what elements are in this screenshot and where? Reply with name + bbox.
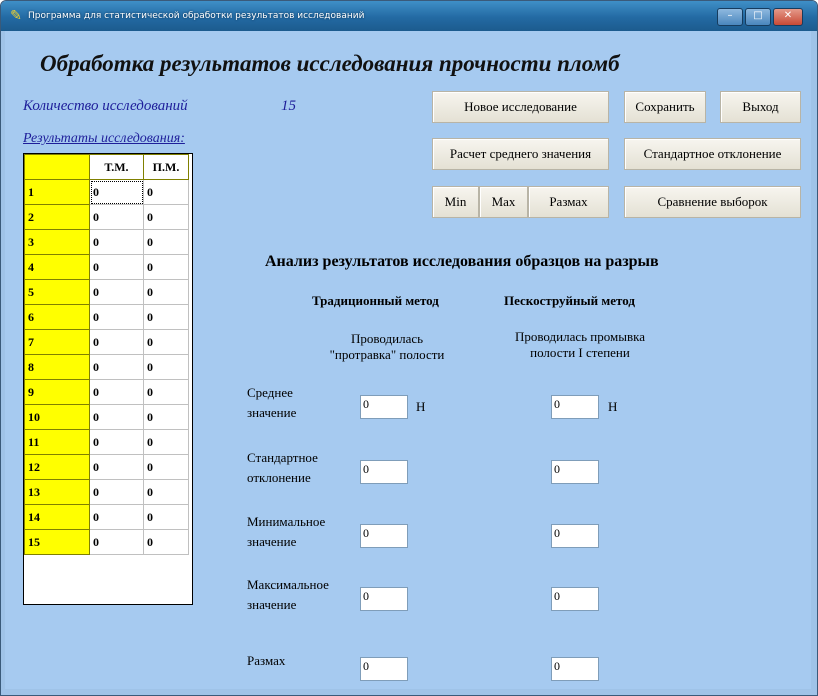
max-button[interactable]: Max bbox=[479, 186, 528, 218]
method1-value-field[interactable]: 0 bbox=[360, 395, 408, 419]
method2-note bbox=[495, 329, 665, 361]
stat-label-line2: значение bbox=[247, 534, 297, 549]
table-row bbox=[25, 480, 189, 505]
pm-cell[interactable]: 0 bbox=[144, 230, 189, 255]
exit-button[interactable]: Выход bbox=[720, 91, 801, 123]
method1-note bbox=[302, 331, 472, 363]
stddev-button[interactable]: Стандартное отклонение bbox=[624, 138, 801, 170]
row-header-cell[interactable]: 7 bbox=[25, 330, 90, 355]
tm-cell[interactable]: 0 bbox=[90, 380, 144, 405]
pm-cell[interactable]: 0 bbox=[144, 380, 189, 405]
stat-label-line1: Максимальное bbox=[247, 577, 329, 592]
table-row bbox=[25, 230, 189, 255]
tm-cell[interactable]: 0 bbox=[90, 205, 144, 230]
results-table bbox=[24, 154, 189, 555]
pm-cell[interactable]: 0 bbox=[144, 455, 189, 480]
stat-label bbox=[247, 383, 296, 423]
compare-button[interactable]: Сравнение выборок bbox=[624, 186, 801, 218]
method2-value-field[interactable]: 0 bbox=[551, 587, 599, 611]
method2-note-line2: полости I степени bbox=[530, 345, 630, 360]
corner-cell bbox=[25, 155, 90, 180]
tm-cell[interactable]: 0 bbox=[90, 405, 144, 430]
maximize-button[interactable]: □ bbox=[745, 8, 771, 26]
table-row bbox=[25, 505, 189, 530]
method2-unit: Н bbox=[608, 399, 618, 414]
stat-label-line1: Среднее bbox=[247, 385, 293, 400]
row-header-cell[interactable]: 6 bbox=[25, 305, 90, 330]
table-row bbox=[25, 255, 189, 280]
table-row bbox=[25, 405, 189, 430]
results-label: Результаты исследования: bbox=[23, 131, 185, 146]
row-header-cell[interactable]: 11 bbox=[25, 430, 90, 455]
table-header-row bbox=[25, 155, 189, 180]
close-button[interactable]: ✕ bbox=[773, 8, 803, 26]
stat-label bbox=[247, 448, 318, 488]
tm-cell[interactable]: 0 bbox=[90, 230, 144, 255]
client-area bbox=[5, 31, 811, 689]
row-header-cell[interactable]: 4 bbox=[25, 255, 90, 280]
tm-cell[interactable]: 0 bbox=[90, 430, 144, 455]
table-row bbox=[25, 280, 189, 305]
pm-cell[interactable]: 0 bbox=[144, 330, 189, 355]
row-header-cell[interactable]: 3 bbox=[25, 230, 90, 255]
method2-value-field[interactable]: 0 bbox=[551, 395, 599, 419]
pm-cell[interactable]: 0 bbox=[144, 205, 189, 230]
new-study-button[interactable]: Новое исследование bbox=[432, 91, 609, 123]
column-header-tm[interactable]: Т.М. bbox=[90, 155, 144, 180]
table-row bbox=[25, 180, 189, 205]
row-header-cell[interactable]: 8 bbox=[25, 355, 90, 380]
study-count-label: Количество исследований bbox=[23, 98, 188, 114]
row-header-cell[interactable]: 13 bbox=[25, 480, 90, 505]
pm-cell[interactable]: 0 bbox=[144, 280, 189, 305]
stat-label bbox=[247, 512, 325, 552]
stat-label-line2: значение bbox=[247, 597, 297, 612]
minimize-button[interactable]: – bbox=[717, 8, 743, 26]
method1-value-field[interactable]: 0 bbox=[360, 587, 408, 611]
pm-cell[interactable]: 0 bbox=[144, 505, 189, 530]
method1-value-field[interactable]: 0 bbox=[360, 657, 408, 681]
table-row bbox=[25, 330, 189, 355]
stat-label-line1: Стандартное bbox=[247, 450, 318, 465]
pm-cell[interactable]: 0 bbox=[144, 405, 189, 430]
table-row bbox=[25, 455, 189, 480]
row-header-cell[interactable]: 5 bbox=[25, 280, 90, 305]
table-row bbox=[25, 205, 189, 230]
stat-label bbox=[247, 575, 329, 615]
window-title: Программа для статистической обработки результатов исследований bbox=[28, 11, 365, 21]
column-header-pm[interactable]: П.М. bbox=[144, 155, 189, 180]
tm-cell[interactable]: 0 bbox=[90, 330, 144, 355]
method1-unit: Н bbox=[416, 399, 426, 414]
method1-name: Традиционный метод bbox=[312, 293, 439, 308]
table-row bbox=[25, 380, 189, 405]
pm-cell[interactable]: 0 bbox=[144, 305, 189, 330]
pm-cell[interactable]: 0 bbox=[144, 480, 189, 505]
row-header-cell[interactable]: 15 bbox=[25, 530, 90, 555]
tm-cell[interactable]: 0 bbox=[90, 255, 144, 280]
tm-cell[interactable]: 0 bbox=[90, 480, 144, 505]
stat-label-line2: отклонение bbox=[247, 470, 311, 485]
tm-cell[interactable]: 0 bbox=[90, 530, 144, 555]
pm-cell[interactable]: 0 bbox=[144, 180, 189, 205]
method2-name: Пескоструйный метод bbox=[504, 293, 635, 308]
title-bar[interactable] bbox=[1, 1, 817, 31]
results-grid[interactable] bbox=[23, 153, 193, 605]
method2-value-field[interactable]: 0 bbox=[551, 657, 599, 681]
method2-value-field[interactable]: 0 bbox=[551, 460, 599, 484]
analysis-title: Анализ результатов исследования образцов на разрыв bbox=[265, 253, 659, 270]
table-row bbox=[25, 430, 189, 455]
method1-value-field[interactable]: 0 bbox=[360, 524, 408, 548]
stat-label-line1: Размах bbox=[247, 653, 286, 668]
tm-cell[interactable]: 0 bbox=[90, 455, 144, 480]
method1-note-line2: "протравка" полости bbox=[329, 347, 445, 362]
mean-button[interactable]: Расчет среднего значения bbox=[432, 138, 609, 170]
save-button[interactable]: Сохранить bbox=[624, 91, 706, 123]
tm-cell[interactable]: 0 bbox=[90, 355, 144, 380]
method1-value-field[interactable]: 0 bbox=[360, 460, 408, 484]
row-header-cell[interactable]: 12 bbox=[25, 455, 90, 480]
pen-icon: ✎ bbox=[10, 8, 22, 24]
pm-cell[interactable]: 0 bbox=[144, 355, 189, 380]
row-header-cell[interactable]: 1 bbox=[25, 180, 90, 205]
row-header-cell[interactable]: 9 bbox=[25, 380, 90, 405]
method2-note-line1: Проводилась промывка bbox=[514, 329, 646, 344]
stat-label-line1: Минимальное bbox=[247, 514, 326, 529]
stat-label-line2: значение bbox=[247, 405, 297, 420]
page-title: Обработка результатов исследования прочности пломб bbox=[40, 51, 620, 76]
range-button[interactable]: Размах bbox=[528, 186, 609, 218]
pm-cell[interactable]: 0 bbox=[144, 430, 189, 455]
pm-cell[interactable]: 0 bbox=[144, 255, 189, 280]
row-header-cell[interactable]: 10 bbox=[25, 405, 90, 430]
row-header-cell[interactable]: 2 bbox=[25, 205, 90, 230]
method1-note-line1: Проводилась bbox=[350, 331, 424, 346]
study-count-value: 15 bbox=[281, 98, 296, 114]
table-row bbox=[25, 530, 189, 555]
row-header-cell[interactable]: 14 bbox=[25, 505, 90, 530]
min-button[interactable]: Min bbox=[432, 186, 479, 218]
tm-cell[interactable]: 0 bbox=[90, 505, 144, 530]
table-row bbox=[25, 305, 189, 330]
method2-value-field[interactable]: 0 bbox=[551, 524, 599, 548]
tm-cell[interactable]: 0 bbox=[90, 280, 144, 305]
stat-label bbox=[247, 651, 285, 671]
pm-cell[interactable]: 0 bbox=[144, 530, 189, 555]
tm-cell[interactable]: 0 bbox=[90, 305, 144, 330]
tm-cell[interactable]: 0 bbox=[90, 180, 144, 205]
table-row bbox=[25, 355, 189, 380]
